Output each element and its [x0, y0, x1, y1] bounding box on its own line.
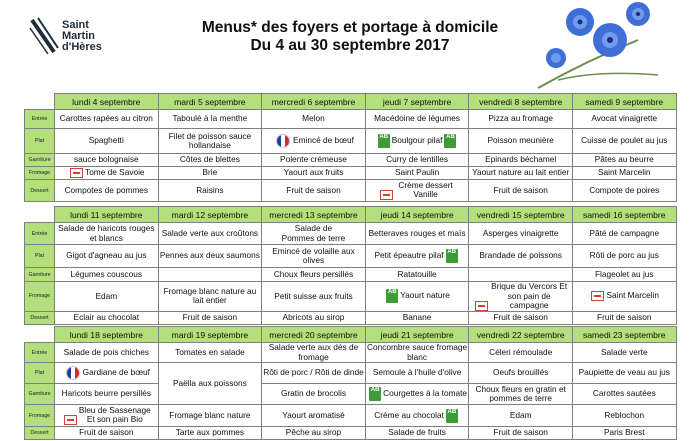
- organic-ab-icon: AB: [386, 289, 398, 303]
- row-label-dessert: Dessert: [25, 427, 55, 440]
- menu-cell: Brandade de poissons: [469, 245, 573, 268]
- organic-ab-icon: AB: [444, 134, 456, 148]
- row-label-garniture: Garniture: [25, 384, 55, 405]
- menu-cell: Fruit de saison: [262, 180, 366, 202]
- menu-cell: [469, 268, 573, 282]
- menu-cell: Compote de poires: [572, 180, 676, 202]
- menu-cell: Choux fleurs persillés: [262, 268, 366, 282]
- menu-cell: Légumes couscous: [55, 268, 159, 282]
- menu-week-3: [24, 326, 677, 440]
- menu-cell: Pâtes au beurre: [572, 154, 676, 167]
- row-label-fromage: Fromage: [25, 405, 55, 427]
- menu-cell: Crème dessert Vanille: [365, 180, 469, 202]
- menu-cell: Raisins: [158, 180, 262, 202]
- page-subtitle: Du 4 au 30 septembre 2017: [250, 37, 450, 54]
- menu-cell: Tomates en salade: [158, 343, 262, 363]
- menu-week-2: [24, 206, 677, 325]
- menu-cell: Fromage blanc nature: [158, 405, 262, 427]
- menu-cell: Abricots au sirop: [262, 311, 366, 324]
- quality-label-icon: [70, 168, 83, 178]
- menu-cell: Gardiane de bœuf: [55, 363, 159, 384]
- menu-cell: Fruit de saison: [469, 311, 573, 324]
- quality-label-icon: [475, 301, 488, 311]
- menu-cell: Curry de lentilles: [365, 154, 469, 167]
- row-label-entree: Entrée: [25, 343, 55, 363]
- menu-cell: Bleu de Sassenage Et son pain Bio: [55, 405, 159, 427]
- day-header: mardi 12 septembre: [158, 207, 262, 223]
- menu-cell: Eclair au chocolat: [55, 311, 159, 324]
- menu-cell: Paëlla aux poissons: [158, 363, 262, 405]
- menu-cell: Brie: [158, 167, 262, 180]
- day-header: lundi 11 septembre: [55, 207, 159, 223]
- menu-cell: Petit épeautre pilaf AB: [365, 245, 469, 268]
- menu-cell: Salade de fruits: [365, 427, 469, 440]
- menu-cell: Concombre sauce fromage blanc: [367, 342, 468, 362]
- menu-cell: Fruit de saison: [572, 311, 676, 324]
- cornflower-icon: [518, 0, 668, 92]
- menu-cell: [158, 268, 262, 282]
- menu-cell: Salade de Pommes de terre: [262, 223, 366, 245]
- day-header: samedi 23 septembre: [572, 327, 676, 343]
- menu-cell: Fromage blanc nature au lait entier: [158, 282, 262, 312]
- menu-cell: Haricots beurre persillés: [55, 384, 159, 405]
- menu-cell: Tome de Savoie: [55, 167, 159, 180]
- menu-cell: Avocat vinaigrette: [572, 110, 676, 129]
- organic-ab-icon: AB: [446, 249, 458, 263]
- organic-ab-icon: AB: [378, 134, 390, 148]
- menu-cell: sauce bolognaise: [55, 154, 159, 167]
- menu-cell: Salade de haricots rouges et blancs: [55, 223, 159, 245]
- menu-cell: Edam: [55, 282, 159, 312]
- menu-cell: Pennes aux deux saumons: [158, 245, 262, 268]
- menu-cell: Fruit de saison: [158, 311, 262, 324]
- menu-cell: Rôti de porc / Rôti de dinde: [262, 363, 366, 384]
- day-header: jeudi 14 septembre: [365, 207, 469, 223]
- menu-cell: Epinards béchamel: [469, 154, 573, 167]
- menu-cell: Carottes sautées: [572, 384, 676, 405]
- menu-cell: AB Yaourt nature: [365, 282, 469, 312]
- day-header: mardi 19 septembre: [158, 327, 262, 343]
- organic-ab-icon: AB: [446, 409, 458, 423]
- quality-label-icon: [380, 190, 393, 200]
- day-header: mercredi 13 septembre: [262, 207, 366, 223]
- menu-cell: Salade verte aux dés de fromage: [262, 343, 366, 363]
- day-header: lundi 18 septembre: [55, 327, 159, 343]
- menu-cell: Fruit de saison: [55, 427, 159, 440]
- menu-cell: Pâté de campagne: [572, 223, 676, 245]
- day-header: samedi 9 septembre: [572, 94, 676, 110]
- menu-cell: Crème au chocolat AB: [365, 405, 469, 427]
- french-flag-icon: [276, 134, 290, 148]
- menu-cell: Asperges vinaigrette: [469, 223, 573, 245]
- page-title: Menus* des foyers et portage à domicile: [201, 19, 499, 36]
- menu-cell: Macédoine de légumes: [365, 110, 469, 129]
- menu-cell: Ratatouille: [365, 268, 469, 282]
- menu-cell: Paupiette de veau au jus: [572, 363, 676, 384]
- menu-cell: Salade verte aux croûtons: [158, 223, 262, 245]
- menu-cell: Gigot d'agneau au jus: [55, 245, 159, 268]
- menu-cell: Semoule à l'huile d'olive: [365, 363, 469, 384]
- menu-cell: Petit suisse aux fruits: [262, 282, 366, 312]
- row-label-plat: Plat: [25, 129, 55, 154]
- day-header: jeudi 21 septembre: [365, 327, 469, 343]
- menu-cell: Flageolet au jus: [572, 268, 676, 282]
- menu-cell: Salade de pois chiches: [55, 343, 159, 363]
- row-label-fromage: Fromage: [25, 282, 55, 312]
- row-label-garniture: Garniture: [25, 154, 55, 167]
- menu-cell: Emincé de volaille aux olives: [262, 245, 366, 268]
- row-label-plat: Plat: [25, 363, 55, 384]
- logo-text: Saint Martin d'Hères: [62, 19, 102, 53]
- menu-cell: Taboulé à la menthe: [158, 110, 262, 129]
- day-header: jeudi 7 septembre: [365, 94, 469, 110]
- saint-martin-logo: [28, 14, 158, 60]
- menu-cell: Pêche au sirop: [262, 427, 366, 440]
- menu-cell: Brique du Vercors Et son pain de campagne: [469, 282, 573, 312]
- menu-cell: Saint Paulin: [365, 167, 469, 180]
- menu-cell: Cuisse de poulet au jus: [572, 129, 676, 154]
- menu-cell: AB Courgettes à la tomate: [365, 384, 469, 405]
- menu-cell: Oeufs brouillés: [469, 363, 573, 384]
- menu-cell: Edam: [469, 405, 573, 427]
- menu-cell: Yaourt nature au lait entier: [469, 167, 573, 180]
- menu-cell: Melon: [262, 110, 366, 129]
- menu-cell: Choux fleurs en gratin et pommes de terre: [469, 384, 573, 405]
- row-label-dessert: Dessert: [25, 180, 55, 202]
- row-label-garniture: Garniture: [25, 268, 55, 282]
- organic-ab-icon: AB: [369, 387, 381, 401]
- menu-cell: Reblochon: [572, 405, 676, 427]
- menu-cell: Yaourt aromatisé: [262, 405, 366, 427]
- day-header: vendredi 22 septembre: [469, 327, 573, 343]
- menu-cell: Filet de poisson sauce hollandaise: [158, 129, 262, 154]
- menu-cell: Tarte aux pommes: [158, 427, 262, 440]
- menu-cell: Carottes rapées au citron: [55, 110, 159, 129]
- menu-cell: AB Boulgour pilaf AB: [365, 129, 469, 154]
- menu-cell: Rôti de porc au jus: [572, 245, 676, 268]
- menu-cell: Poisson meunière: [469, 129, 573, 154]
- row-label-entree: Entrée: [25, 110, 55, 129]
- menu-cell: Paris Brest: [572, 427, 676, 440]
- menu-week-1: [24, 93, 677, 202]
- row-label-entree: Entrée: [25, 223, 55, 245]
- menu-cell: Compotes de pommes: [55, 180, 159, 202]
- menu-cell: Banane: [365, 311, 469, 324]
- row-label-plat: Plat: [25, 245, 55, 268]
- menu-cell: Saint Marcelin: [572, 282, 676, 312]
- day-header: samedi 16 septembre: [572, 207, 676, 223]
- logo-mark-icon: [28, 14, 60, 58]
- day-header: vendredi 15 septembre: [469, 207, 573, 223]
- day-header: mardi 5 septembre: [158, 94, 262, 110]
- day-header: mercredi 6 septembre: [262, 94, 366, 110]
- french-flag-icon: [66, 366, 80, 380]
- menu-cell: Emincé de bœuf: [262, 129, 366, 154]
- menu-cell: Spaghetti: [55, 129, 159, 154]
- day-header: mercredi 20 septembre: [262, 327, 366, 343]
- quality-label-icon: [64, 415, 77, 425]
- row-label-fromage: Fromage: [25, 167, 55, 180]
- menu-cell: Fruit de saison: [469, 427, 573, 440]
- menu-cell: Betteraves rouges et maïs: [365, 223, 469, 245]
- quality-label-icon: [591, 291, 604, 301]
- menu-cell: Saint Marcelin: [572, 167, 676, 180]
- menu-cell: Salade verte: [572, 343, 676, 363]
- menu-cell: Yaourt aux fruits: [262, 167, 366, 180]
- day-header: lundi 4 septembre: [55, 94, 159, 110]
- day-header: vendredi 8 septembre: [469, 94, 573, 110]
- row-label-dessert: Dessert: [25, 311, 55, 324]
- menu-cell: Polente crémeuse: [262, 154, 366, 167]
- menu-cell: Pizza au fromage: [469, 110, 573, 129]
- menu-cell: Fruit de saison: [469, 180, 573, 202]
- menu-cell: Gratin de brocolis: [262, 384, 366, 405]
- menu-cell: Côtes de blettes: [158, 154, 262, 167]
- menu-cell: Céleri rémoulade: [469, 343, 573, 363]
